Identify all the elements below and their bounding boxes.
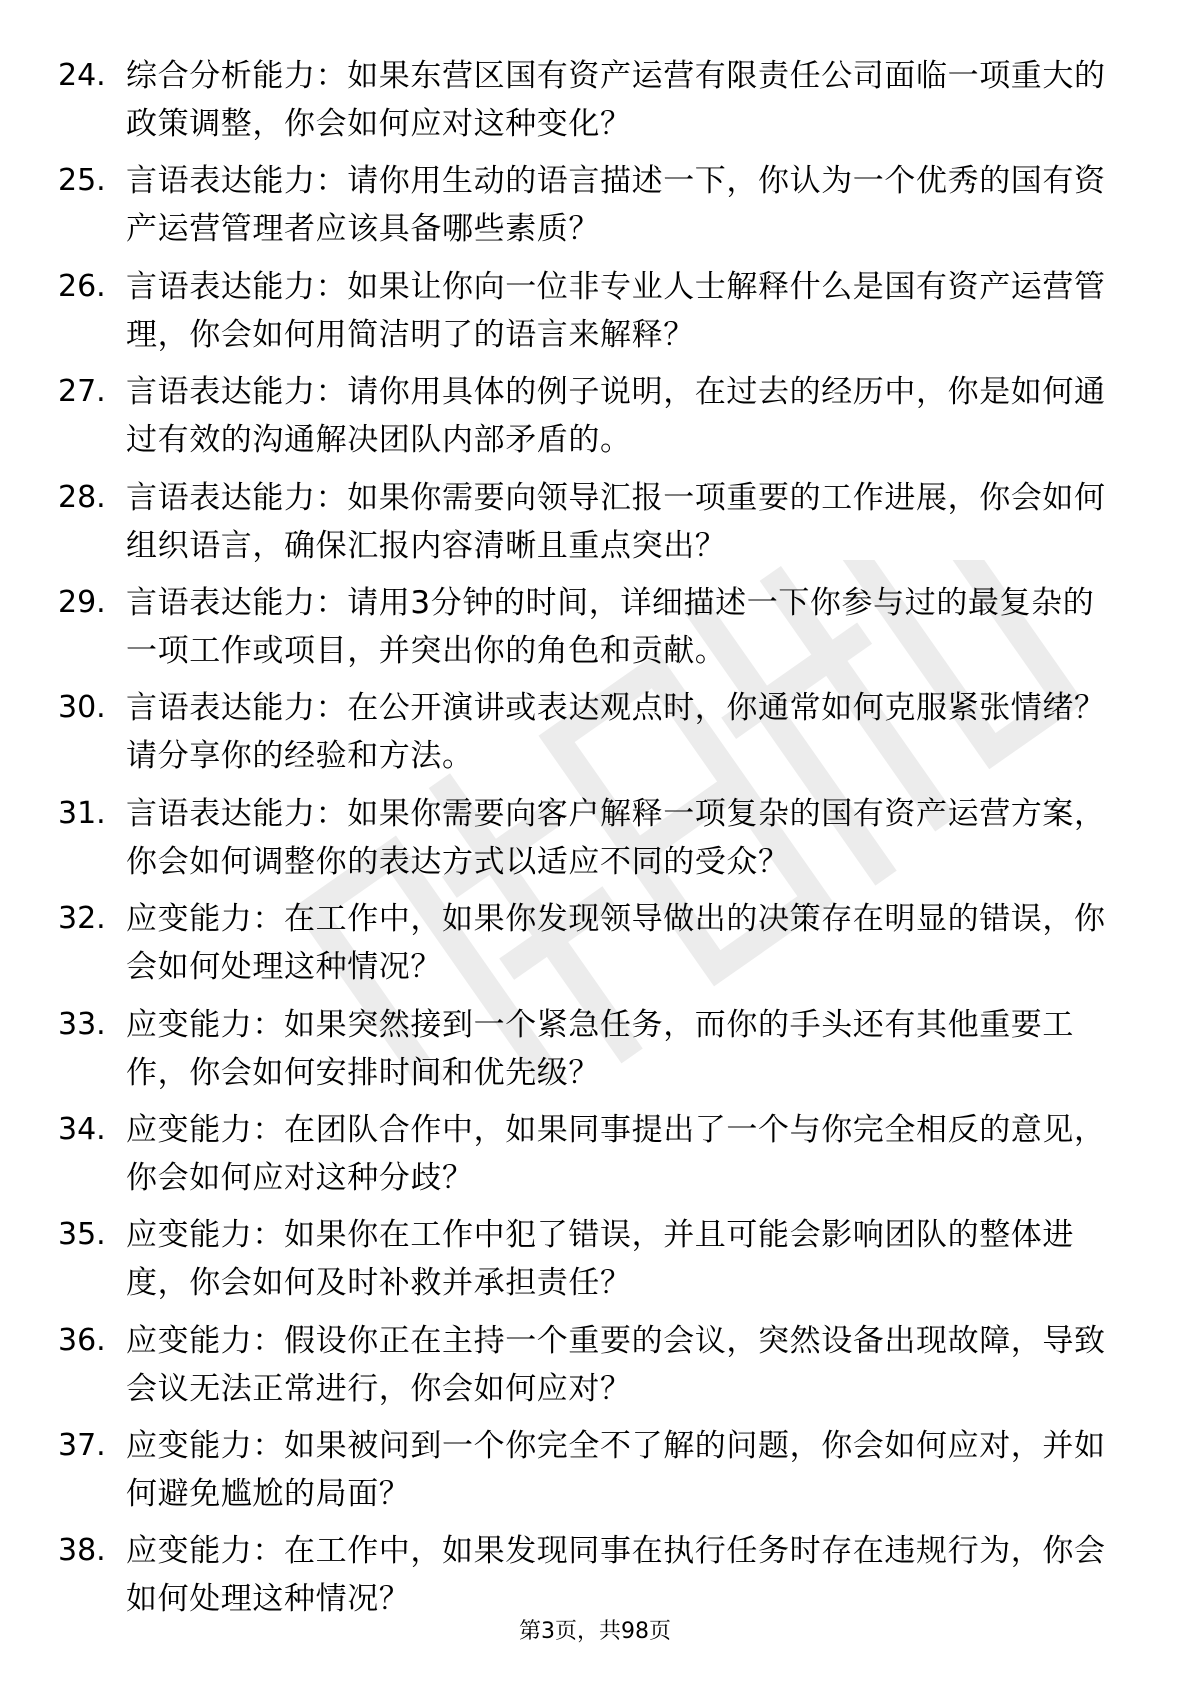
list-item — [58, 157, 1138, 262]
question-number: 25. — [58, 163, 106, 199]
question-text: 应变能力：在工作中，如果发现同事在执行任务时存在违规行为，你会如何处理这种情况？ — [126, 1533, 1106, 1618]
list-item — [58, 579, 1138, 684]
question-number: 32. — [58, 901, 106, 937]
list-item — [58, 1422, 1138, 1527]
question-number: 27. — [58, 374, 106, 410]
question-list — [58, 52, 1138, 1633]
question-number: 36. — [58, 1322, 106, 1358]
question-text: 应变能力：在团队合作中，如果同事提出了一个与你完全相反的意见，你会如何应对这种分歧？ — [126, 1111, 1106, 1196]
question-number: 33. — [58, 1006, 106, 1042]
question-number: 38. — [58, 1533, 106, 1569]
question-text: 言语表达能力：如果你需要向领导汇报一项重要的工作进展，你会如何组织语言，确保汇报内容清晰且重点突出？ — [126, 479, 1106, 564]
list-item — [58, 684, 1138, 789]
question-text: 言语表达能力：请你用具体的例子说明，在过去的经历中，你是如何通过有效的沟通解决团队内部矛盾的。 — [126, 374, 1106, 459]
question-number: 28. — [58, 479, 106, 515]
list-item — [58, 474, 1138, 579]
question-text: 应变能力：在工作中，如果你发现领导做出的决策存在明显的错误，你会如何处理这种情况？ — [126, 901, 1106, 986]
list-item — [58, 368, 1138, 473]
question-text: 言语表达能力：请你用生动的语言描述一下，你认为一个优秀的国有资产运营管理者应该具备哪些素质？ — [126, 163, 1106, 248]
question-number: 34. — [58, 1111, 106, 1147]
page-footer: 第3页，共98页 — [519, 1619, 671, 1644]
question-text: 言语表达能力：请用3分钟的时间，详细描述一下你参与过的最复杂的一项工作或项目，并突出你的角色和贡献。 — [126, 584, 1095, 669]
list-item — [58, 1211, 1138, 1316]
question-number: 30. — [58, 690, 106, 726]
question-number: 24. — [58, 58, 106, 93]
question-text: 言语表达能力：在公开演讲或表达观点时，你通常如何克服紧张情绪？请分享你的经验和方法。 — [126, 690, 1106, 775]
question-text: 应变能力：假设你正在主持一个重要的会议，突然设备出现故障，导致会议无法正常进行，你会如何应对？ — [126, 1322, 1106, 1407]
list-item — [58, 263, 1138, 368]
question-number: 37. — [58, 1428, 106, 1464]
list-item — [58, 1001, 1138, 1106]
question-number: 26. — [58, 268, 106, 304]
question-number: 31. — [58, 795, 106, 831]
list-item — [58, 790, 1138, 895]
question-number: 35. — [58, 1217, 106, 1253]
question-text: 应变能力：如果突然接到一个紧急任务，而你的手头还有其他重要工作，你会如何安排时间和优先级？ — [126, 1006, 1074, 1091]
question-text: 综合分析能力：如果东营区国有资产运营有限责任公司面临一项重大的政策调整，你会如何应对这种变化？ — [126, 58, 1106, 142]
question-text: 言语表达能力：如果让你向一位非专业人士解释什么是国有资产运营管理，你会如何用简洁明了的语言来解释？ — [126, 268, 1106, 353]
list-item — [58, 1317, 1138, 1422]
list-item — [58, 1106, 1138, 1211]
question-text: 应变能力：如果你在工作中犯了错误，并且可能会影响团队的整体进度，你会如何及时补救并承担责任？ — [126, 1217, 1074, 1302]
list-item — [58, 895, 1138, 1000]
question-number: 29. — [58, 584, 106, 620]
list-item — [58, 52, 1138, 157]
question-text: 应变能力：如果被问到一个你完全不了解的问题，你会如何应对，并如何避免尴尬的局面？ — [126, 1428, 1106, 1513]
question-text: 言语表达能力：如果你需要向客户解释一项复杂的国有资产运营方案，你会如何调整你的表达方式以适应不同的受众？ — [126, 795, 1106, 880]
